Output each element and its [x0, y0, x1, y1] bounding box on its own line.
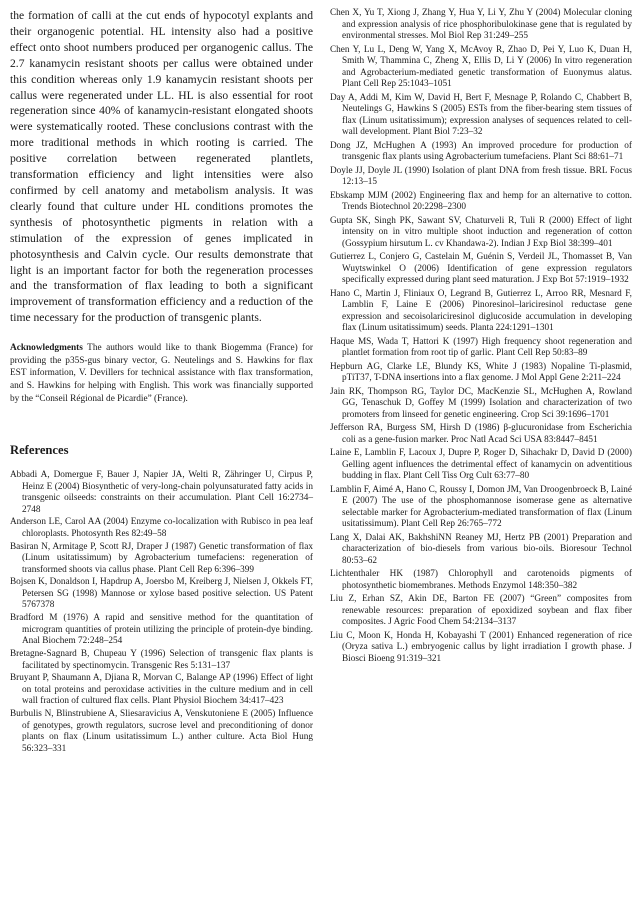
reference-entry: Lamblin F, Aimé A, Hano C, Roussy I, Domon JM, Van Droogenbroeck B, Lainé E (2007) The use of the phosphomannose isomerase gene as alternative selectable marker for Agrobacterium-mediated transformation of flax (Linum usitatissimum). Plant Cell Rep 26:765–772 — [330, 484, 632, 529]
reference-entry: Basiran N, Armitage P, Scott RJ, Draper J (1987) Genetic transformation of flax (Linum usitatissimum) by Agrobacterium tumefaciens: regeneration of transformed shoots via callus phase. Plant Cell Rep 6:396–399 — [10, 541, 313, 575]
acknowledgments — [10, 342, 313, 405]
reference-entry: Hepburn AG, Clarke LE, Blundy KS, White J (1983) Nopaline Ti-plasmid, pTiT37, T-DNA insertions into a flax genome. J Mol Appl Gene 2:211–224 — [330, 361, 632, 383]
reference-entry: Gupta SK, Singh PK, Sawant SV, Chaturveli R, Tuli R (2000) Effect of light intensity on in vitro multiple shoot induction and regeneration of cotton (Gossypium hirsutum L. cv Khandawa-2). Indian J Exp Biol 38:399–401 — [330, 215, 632, 249]
reference-entry: Burbulis N, Blinstrubiene A, Sliesaravicius A, Venskutoniene E (2005) Influence of genotypes, growth regulators, sucrose level and preconditioning of donor plants on flax (Linum usitatissimum L.) anther culture. Acta Biol Hung 56:323–331 — [10, 709, 313, 754]
reference-entry: Bruyant P, Shaumann A, Djiana R, Morvan C, Balange AP (1996) Effect of light on total proteins and peroxidase activities in the culture medium and in cell wall fraction of cultured flax cells. Plant Physiol Biochem 34:417–423 — [10, 673, 313, 707]
reference-entry: Liu C, Moon K, Honda H, Kobayashi T (2001) Enhanced regeneration of rice (Oryza sativa L.) embryogenic callus by light irradiation I growth phase. J Biosci Bioeng 91:319–321 — [330, 630, 632, 664]
reference-list-left — [10, 470, 313, 755]
reference-entry: Doyle JJ, Doyle JL (1990) Isolation of plant DNA from fresh tissue. BRL Focus 12:13–15 — [330, 165, 632, 187]
reference-entry: Lang X, Dalai AK, BakhshiNN Reaney MJ, Hertz PB (2001) Preparation and characterization of bio-diesels from various bio-oils. Bioresour Technol 80:53–62 — [330, 532, 632, 566]
reference-entry: Abbadi A, Domergue F, Bauer J, Napier JA, Welti R, Zähringer U, Cirpus P, Heinz E (2004) Biosynthetic of very-long-chain polyunsaturated fatty acids in transgenic oilseeds: constraints on their accumulation. Plant Cell 16:2734–2748 — [10, 470, 313, 515]
reference-entry: Jefferson RA, Burgess SM, Hirsh D (1986) β-glucuronidase from Escherichia coli as a gene-fusion marker. Proc Natl Acad Sci USA 83:8447–8451 — [330, 423, 632, 445]
reference-entry: Bradford M (1976) A rapid and sensitive method for the quantitation of microgram quantities of protein utilizing the principle of protein-dye binding. Anal Biochem 72:248–254 — [10, 613, 313, 647]
acknowledgments-text: The authors would like to thank Biogemma (France) for providing the p35S-gus binary vector, G. Neutelings and S. Hawkins for flax EST information, V. Devillers for technical assistance with flax transformation, and S. Hawkins for helping with English. This work was financially supported by the “Conseil Régional de Picardie” (France). — [10, 343, 313, 404]
body-paragraph: the formation of calli at the cut ends of hypocotyl explants and their organogenic potential. HL intensity also had a positive effect onto shoot numbers produced per organogenic callus. The 2.7 kanamycin resistant shoots per callus were obtained under this condition whereas only 1.9 kanamycin resistant shoots per callus were regenerated under LL. HL is also essential for root regeneration since 40% of kanamycin-resistant elongated shoots were systematically rooted. These conclusions contrast with the more traditional methods in which rooting is carried. The positive correlation between regenerated plantlets, transformation efficiency and light intensities were also confirmed by cell anatomy and metabolism analysis. It was clearly found that culture under HL conditions promotes the synthesis of photosynthetic pigments in relation with a stimulation of the expression of genes implicated in photosynthesis and Calvin cycle. Our results demonstrate that light is an important factor for both the regeneration processes and the transformation of flax leading to both a significant improvement of transformation efficiency and a reduction of the time necessary for the production of transgenic plants. — [10, 9, 313, 325]
reference-entry: Anderson LE, Carol AA (2004) Enzyme co-localization with Rubisco in pea leaf chloroplasts. Photosynth Res 82:49–58 — [10, 517, 313, 539]
right-column — [330, 8, 632, 667]
reference-list-right — [330, 8, 632, 665]
reference-entry: Lichtenthaler HK (1987) Chlorophyll and carotenoids pigments of photosynthetic biomembranes. Methods Enzymol 148:350–382 — [330, 569, 632, 591]
reference-entry: Chen Y, Lu L, Deng W, Yang X, McAvoy R, Zhao D, Pei Y, Luo K, Duan H, Smith W, Thammina C, Zheng X, Ellis D, Li Y (2006) In vitro regeneration and Agrobacterium-mediated genetic transformation of Euonymus alatus. Plant Cell Rep 25:1043–1051 — [330, 44, 632, 89]
reference-entry: Liu Z, Erhan SZ, Akin DE, Barton FE (2007) “Green” composites from renewable resources: preparation of epoxidized soybean and flax fiber composites. J Agric Food Chem 54:2134–3137 — [330, 594, 632, 627]
references-heading: References — [10, 443, 69, 458]
reference-entry: Chen X, Yu T, Xiong J, Zhang Y, Hua Y, Li Y, Zhu Y (2004) Molecular cloning and expression analysis of rice phosphoribulokinase gene that is regulated by environmental stresses. Mol Biol Rep 31:249–255 — [330, 8, 632, 41]
reference-entry: Ebskamp MJM (2002) Engineering flax and hemp for an alternative to cotton. Trends Biotechnol 20:2298–2300 — [330, 190, 632, 212]
reference-entry: Dong JZ, McHughen A (1993) An improved procedure for production of transgenic flax plants using Agrobacterium tumefaciens. Plant Sci 88:61–71 — [330, 140, 632, 162]
acknowledgments-label: Acknowledgments — [10, 343, 83, 354]
reference-entry: Gutierrez L, Conjero G, Castelain M, Guénin S, Verdeil JL, Thomasset B, Van Wuytswinkel O (2006) Identification of gene expression regulators specifically expressed during plant seed maturation. J Exp Bot 57:1919–1932 — [330, 252, 632, 285]
reference-entry: Laine E, Lamblin F, Lacoux J, Dupre P, Roger D, Sihachakr D, David D (2000) Gelling agent influences the detrimental effect of kanamycin on adventitious budding in flax. Plant Cell Tiss Org Cult 63:77–80 — [330, 448, 632, 481]
reference-entry: Haque MS, Wada T, Hattori K (1997) High frequency shoot regeneration and plantlet formation from root tip of garlic. Plant Cell Rep 50:83–89 — [330, 336, 632, 358]
reference-entry: Bojsen K, Donaldson I, Hapdrup A, Joersbo M, Kreiberg J, Nielsen J, Okkels FT, Petersen SG (1998) Mannose or xylose based positive selection. US Patent 5767378 — [10, 577, 313, 611]
reference-entry: Hano C, Martin J, Fliniaux O, Legrand B, Gutierrez L, Arroo RR, Mesnard F, Lamblin F, Laine E (2006) Pinoresinol–lariciresinol reductase gene expression and secoisolariciresinol diglucoside accumulation in developing flax (Linum usitatissimum) seeds. Planta 224:1291–1301 — [330, 288, 632, 333]
reference-entry: Bretagne-Sagnard B, Chupeau Y (1996) Selection of transgenic flax plants is facilitated by spectinomycin. Transgenic Res 5:131–137 — [10, 649, 313, 671]
left-column — [10, 8, 313, 756]
reference-entry: Jain RK, Thompson RG, Taylor DC, MacKenzie SL, McHughen A, Rowland GG, Tenaschuk D, Goffey M (1999) Isolation and characterization of two promoters from linseed for genetic engineering. Crop Sci 39:1696–1701 — [330, 386, 632, 420]
reference-entry: Day A, Addi M, Kim W, David H, Bert F, Mesnage P, Rolando C, Chabbert B, Neutelings G, Hawkins S (2005) ESTs from the fiber-bearing stem tissues of flax (Linum usitatissimum); expression analyses of sequences related to cell-wall development. Plant Biol 7:23–32 — [330, 92, 632, 137]
